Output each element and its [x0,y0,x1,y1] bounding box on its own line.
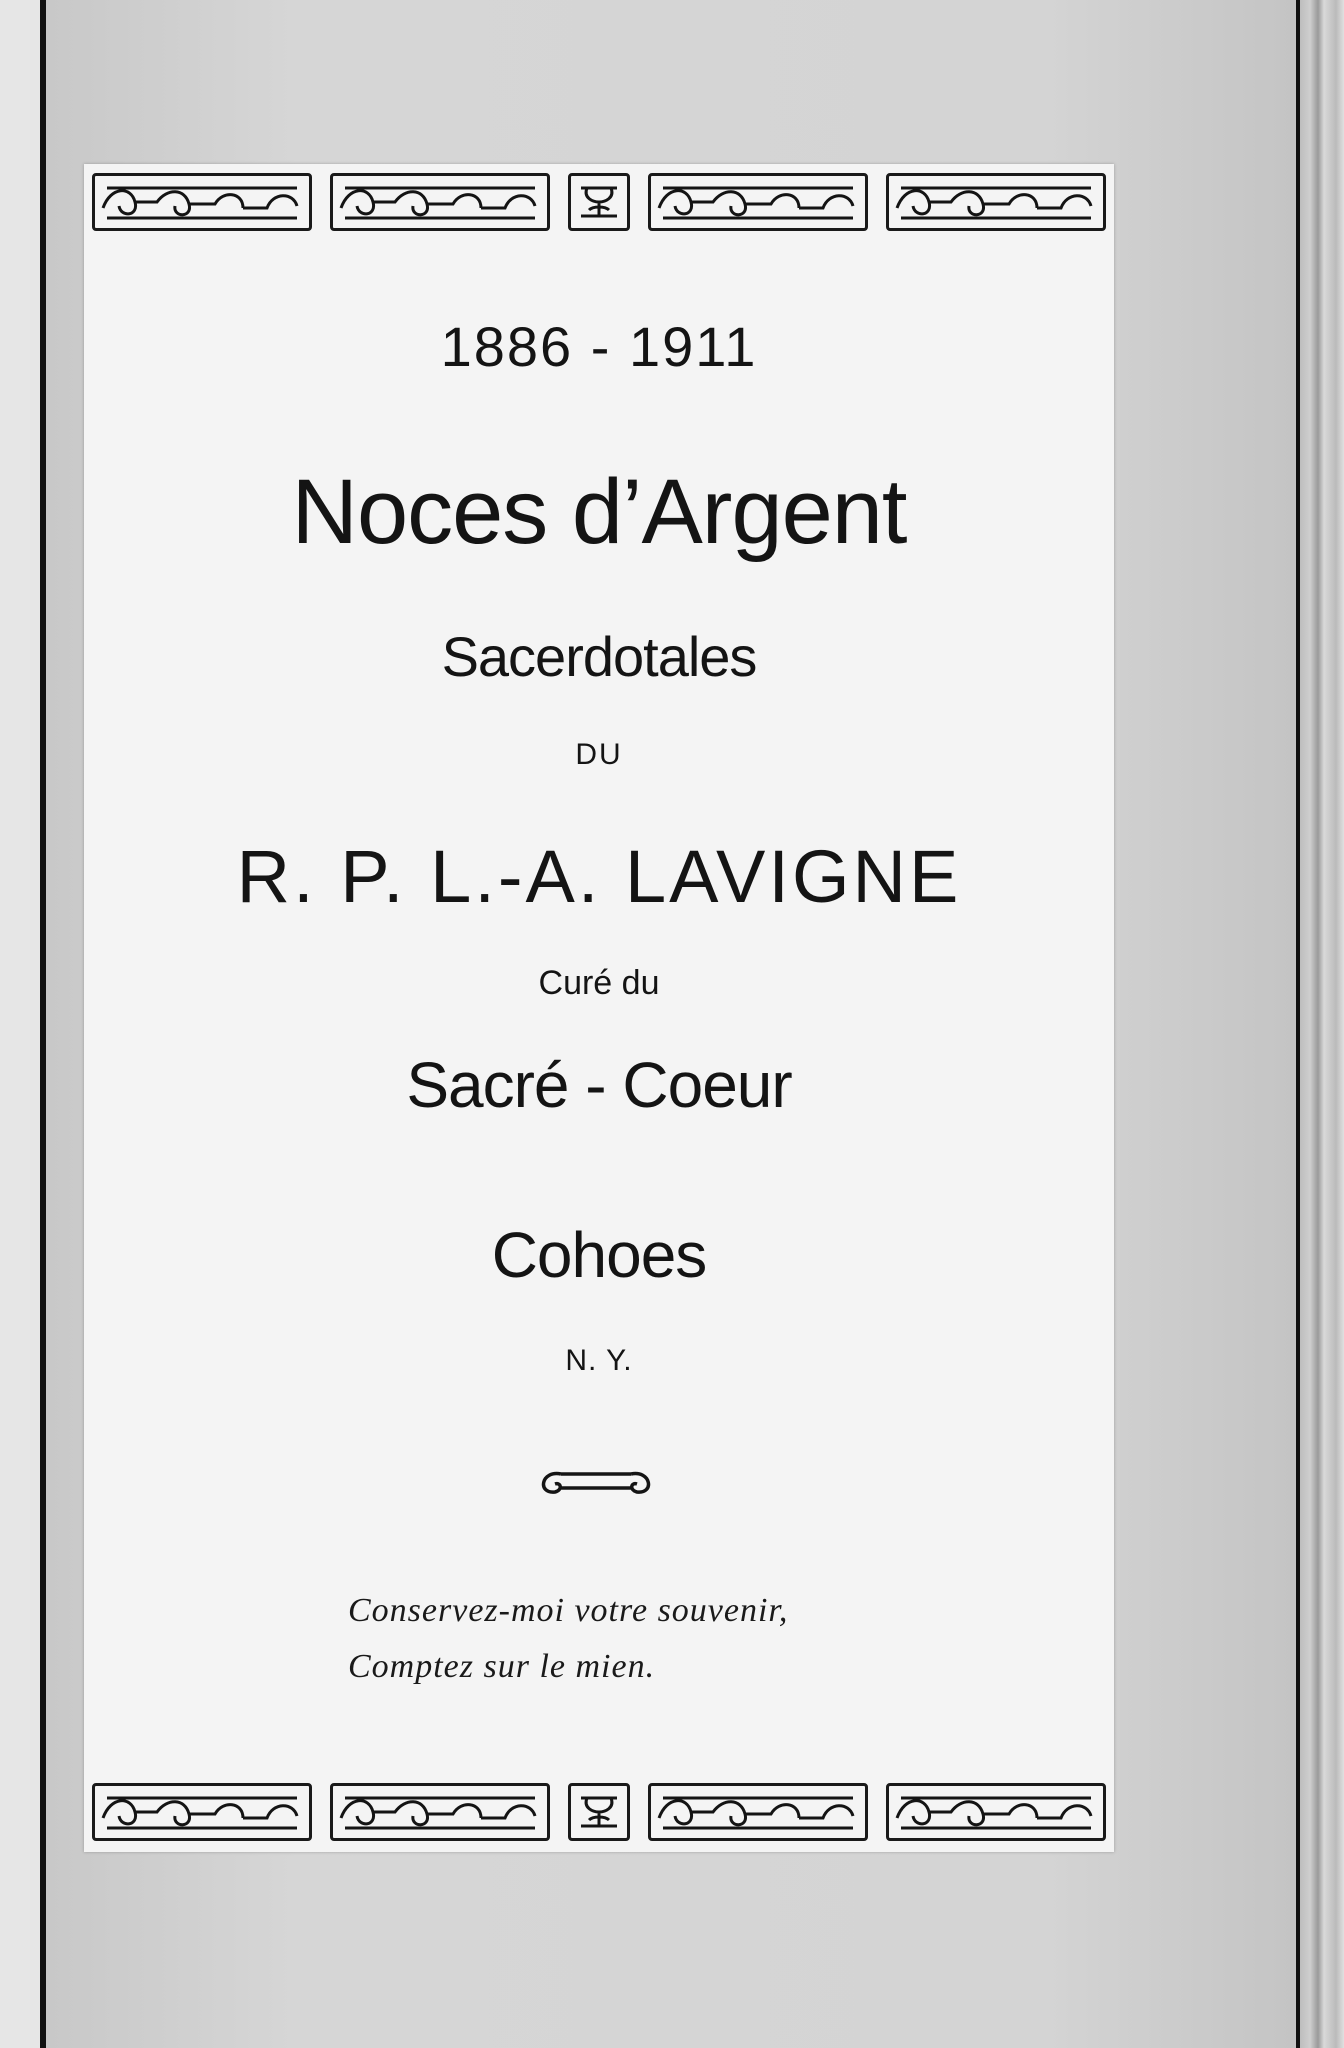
date-range: 1886 - 1911 [440,315,758,378]
parish-name: Sacré - Coeur [406,1049,792,1121]
art-nouveau-scroll-icon [653,1788,863,1836]
top-ornamental-border [92,170,1106,234]
art-nouveau-scroll-icon [335,178,545,226]
art-nouveau-scroll-icon [653,178,863,226]
scroll-panel [330,173,550,231]
preposition-du: DU [575,738,623,771]
art-nouveau-scroll-icon [97,178,307,226]
motto-line-1: Conservez-moi votre souvenir, [348,1592,789,1629]
art-nouveau-scroll-icon [335,1788,545,1836]
priest-name: R. P. L.-A. LAVIGNE [236,835,962,918]
city-name: Cohoes [491,1219,707,1291]
scroll-panel [330,1783,550,1841]
scroll-flourish-icon [531,1460,661,1502]
scroll-panel [886,173,1106,231]
scroll-panel [886,1783,1106,1841]
main-title: Noces d’Argent [291,461,907,563]
scroll-panel [92,173,312,231]
cure-du-label: Curé du [538,964,660,1002]
state-abbreviation: N. Y. [565,1344,633,1377]
bottom-ornamental-border [92,1780,1106,1844]
scroll-panel [92,1783,312,1841]
scroll-panel [648,1783,868,1841]
art-nouveau-scroll-icon [891,1788,1101,1836]
scroll-panel [648,173,868,231]
title-sheet [84,164,1114,1852]
monogram-panel [568,1783,630,1841]
art-nouveau-scroll-icon [891,178,1101,226]
art-nouveau-scroll-icon [97,1788,307,1836]
book-fore-edge [1296,0,1344,2048]
book-spine-edge [0,0,46,2048]
monogram-ornament-icon [573,1788,625,1836]
motto-line-2: Comptez sur le mien. [348,1648,656,1685]
monogram-panel [568,173,630,231]
subtitle: Sacerdotales [441,625,757,688]
monogram-ornament-icon [573,178,625,226]
